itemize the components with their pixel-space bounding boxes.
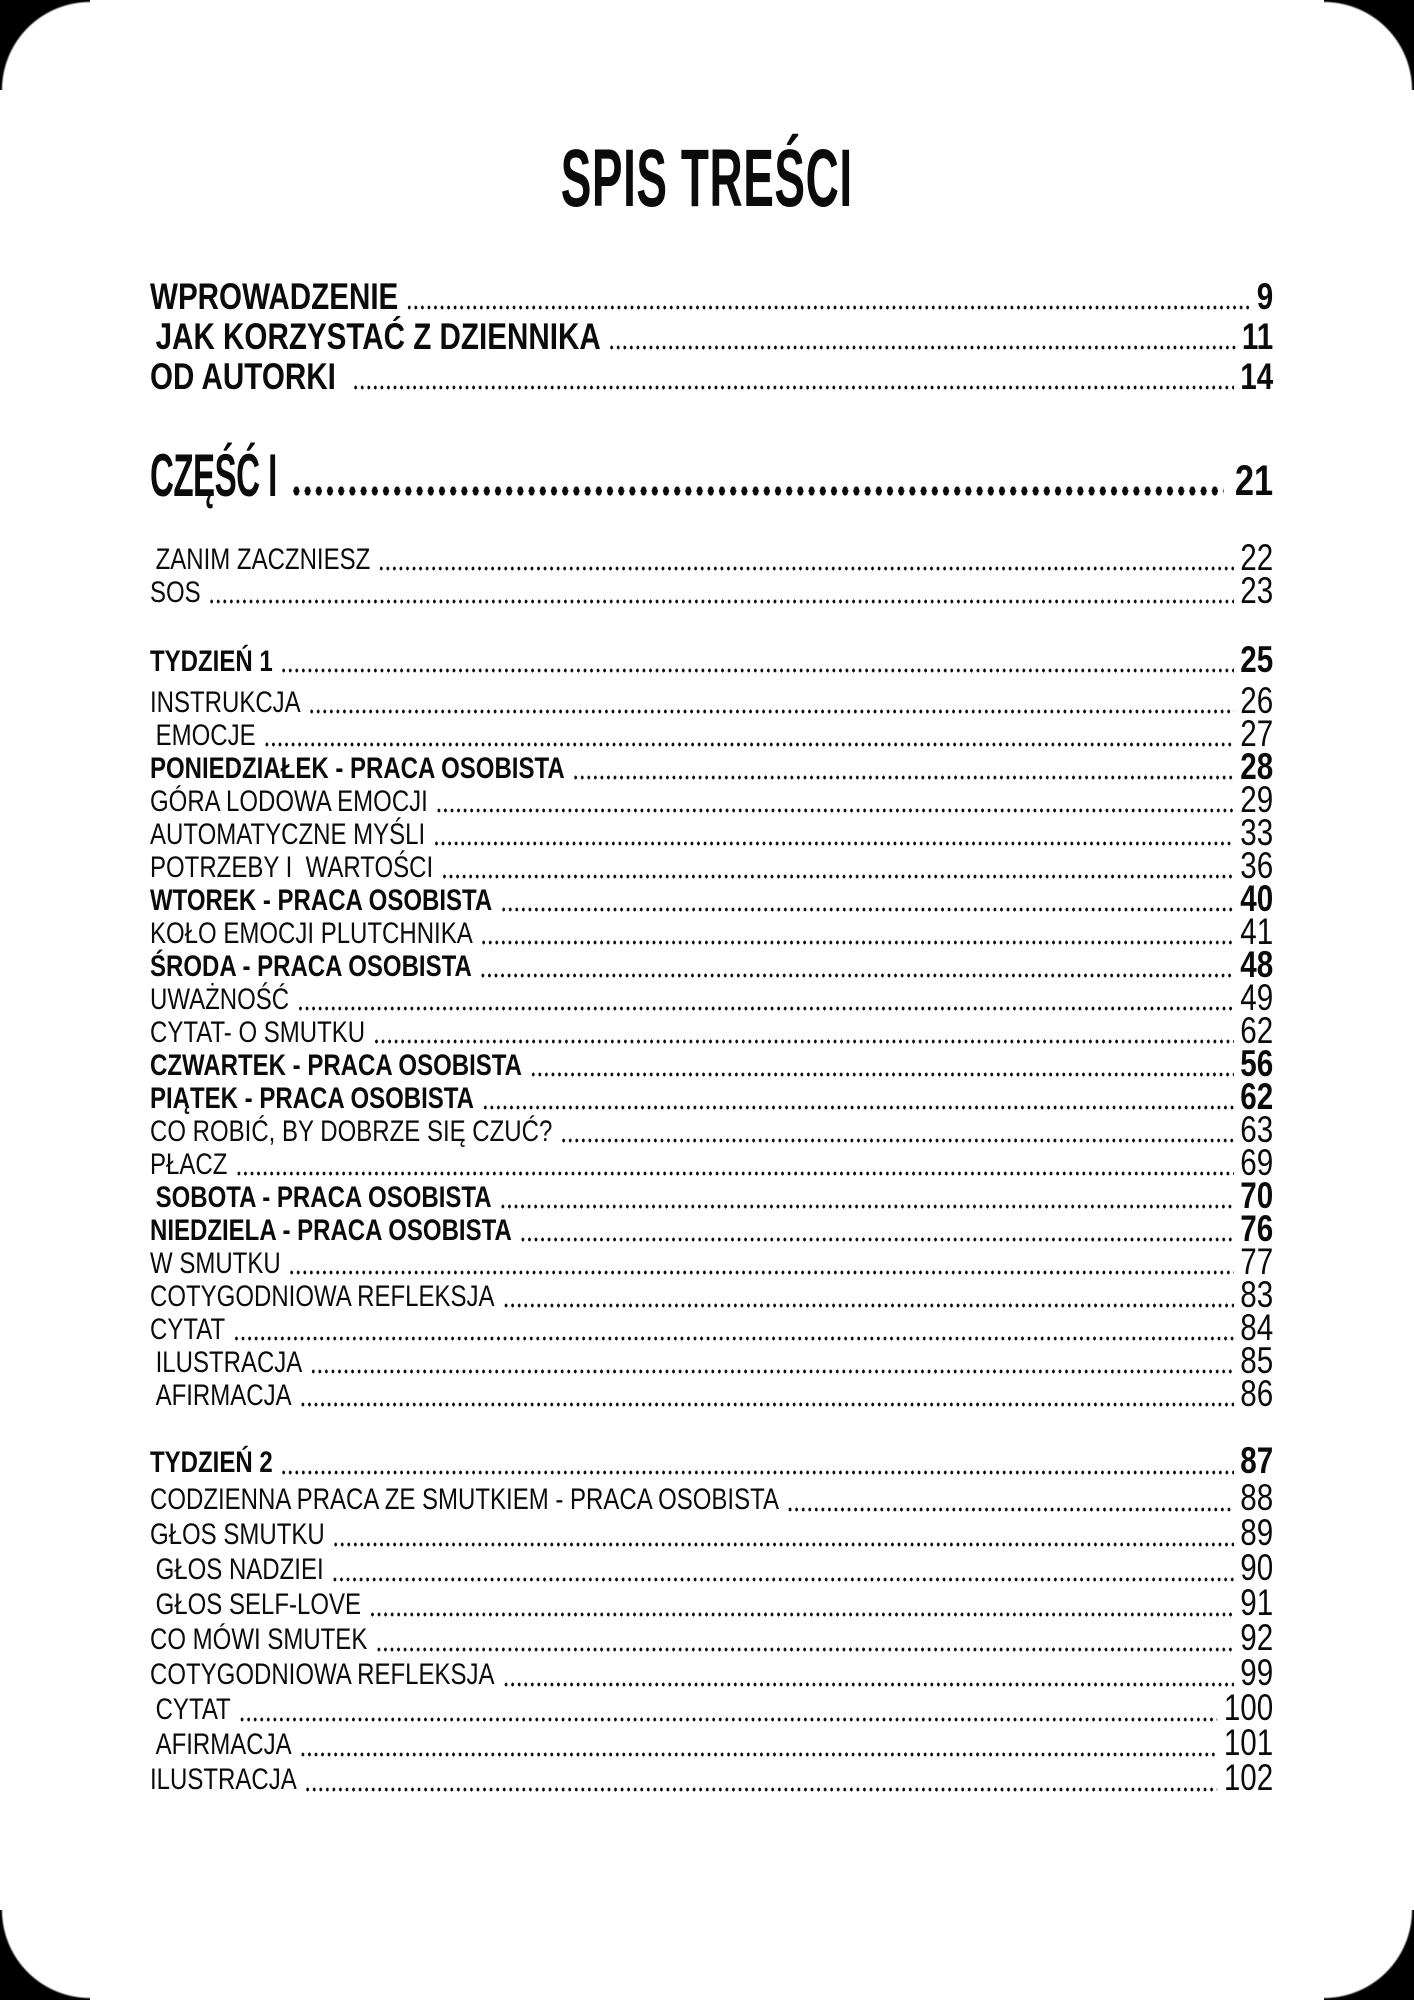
toc-entry-label: AFIRMACJA <box>155 1728 292 1761</box>
toc-entry-label: COTYGODNIOWA REFLEKSJA <box>150 1658 495 1691</box>
toc-entry-page: 90 <box>1240 1547 1274 1588</box>
dot-leader <box>480 973 1234 978</box>
toc-entry-label: UWAŻNOŚĆ <box>150 983 290 1016</box>
toc-row <box>150 878 1274 919</box>
dot-leader <box>441 874 1234 879</box>
toc-entry-page: 83 <box>1240 1274 1274 1315</box>
toc-row <box>150 442 1274 509</box>
toc-entry-label: CYTAT <box>155 1693 231 1726</box>
toc-section-part_1 <box>150 442 1274 509</box>
toc-row <box>150 1241 1274 1282</box>
dot-leader <box>352 385 1234 390</box>
toc-entry-label: ILUSTRACJA <box>150 1763 297 1796</box>
toc-entry-page: 29 <box>1240 779 1274 820</box>
dot-leader <box>333 1542 1234 1547</box>
dot-leader <box>375 1647 1234 1652</box>
toc-entry-page: 11 <box>1241 316 1274 357</box>
toc-entry-label: INSTRUKCJA <box>150 686 301 719</box>
toc-row <box>150 1722 1274 1763</box>
toc-entry-label: CZWARTEK - PRACA OSOBISTA <box>150 1049 522 1082</box>
toc-entry-page: 33 <box>1240 812 1274 853</box>
toc-entry-label: EMOCJE <box>155 719 256 752</box>
toc-entry-page: 86 <box>1240 1373 1274 1414</box>
dot-leader <box>609 345 1236 350</box>
toc-entry-label: OD AUTORKI <box>150 356 345 397</box>
toc-row <box>150 1373 1274 1414</box>
dot-leader <box>436 808 1234 813</box>
toc-row <box>150 317 1273 357</box>
toc-entry-label: CO MÓWI SMUTEK <box>150 1623 368 1656</box>
toc-row <box>150 1175 1274 1216</box>
toc-entry-label: AFIRMACJA <box>155 1379 292 1412</box>
dot-leader <box>406 305 1250 310</box>
toc-entry-label: JAK KORZYSTAĆ Z DZIENNIKA <box>155 316 601 357</box>
toc-entry-page: 25 <box>1240 639 1274 680</box>
toc-entry-label: NIEDZIELA - PRACA OSOBISTA <box>150 1214 512 1247</box>
toc-entry-page: 27 <box>1240 713 1274 754</box>
dot-leader <box>239 1717 1218 1722</box>
dot-leader <box>433 841 1234 846</box>
toc-entry-page: 41 <box>1240 911 1274 952</box>
toc-row <box>150 812 1274 853</box>
toc-entry-page: 22 <box>1240 537 1274 578</box>
toc-entry-label: WPROWADZENIE <box>150 276 399 317</box>
toc-entry-page: 56 <box>1240 1043 1274 1084</box>
dot-leader <box>233 1336 1234 1341</box>
toc-section-part_1_intro <box>150 537 1274 611</box>
toc-row <box>150 1076 1274 1117</box>
toc-entry-page: 40 <box>1240 878 1274 919</box>
toc-row <box>150 1010 1274 1051</box>
dot-leader <box>481 940 1234 945</box>
page-corner-top-right <box>1324 0 1414 90</box>
toc-row <box>150 570 1274 611</box>
toc-entry-label: CYTAT- O SMUTKU <box>150 1016 366 1049</box>
toc-entry-page: 92 <box>1240 1617 1274 1658</box>
toc-row <box>150 911 1274 952</box>
toc-entry-page: 89 <box>1240 1512 1274 1553</box>
toc-row <box>150 1440 1274 1481</box>
dot-leader <box>503 1303 1234 1308</box>
toc-entry-label: AUTOMATYCZNE MYŚLI <box>150 818 426 851</box>
toc-entry-page: 21 <box>1234 457 1274 505</box>
toc-entry-label: GŁOS SMUTKU <box>150 1518 325 1551</box>
dot-leader <box>300 1752 1218 1757</box>
toc-entry-page: 28 <box>1240 746 1274 787</box>
toc-entry-page: 26 <box>1240 680 1274 721</box>
toc-row <box>150 977 1274 1018</box>
dot-leader <box>500 907 1234 912</box>
toc-entry-label: GŁOS NADZIEI <box>155 1553 324 1586</box>
toc-entry-page: 14 <box>1240 356 1274 397</box>
toc-entry-page: 62 <box>1240 1076 1274 1117</box>
toc-section-front_matter <box>150 277 1273 397</box>
toc-row <box>150 1307 1274 1348</box>
toc-entry-label: WTOREK - PRACA OSOBISTA <box>150 884 493 917</box>
toc-entry-page: 99 <box>1240 1652 1274 1693</box>
toc-entry-page: 88 <box>1240 1477 1274 1518</box>
toc-entry-page: 69 <box>1240 1142 1274 1183</box>
dot-leader <box>369 1612 1234 1617</box>
dot-leader <box>560 1138 1234 1143</box>
toc-row <box>150 746 1274 787</box>
toc-row <box>150 357 1273 397</box>
dot-leader <box>305 1787 1218 1792</box>
toc-entry-label: PONIEDZIAŁEK - PRACA OSOBISTA <box>150 752 565 785</box>
toc-entry-label: CO ROBIĆ, BY DOBRZE SIĘ CZUĆ? <box>150 1115 553 1148</box>
toc-entry-label: ILUSTRACJA <box>155 1346 303 1379</box>
toc-entry-page: 77 <box>1240 1241 1274 1282</box>
toc-entry-page: 62 <box>1240 1010 1274 1051</box>
page-title: SPIS TREŚCI <box>561 133 853 224</box>
table-of-contents <box>150 277 1273 1797</box>
toc-row <box>150 680 1274 721</box>
toc-entry-label: SOBOTA - PRACA OSOBISTA <box>155 1181 492 1214</box>
toc-entry-label: SOS <box>150 576 201 609</box>
toc-row <box>150 713 1274 754</box>
dot-leader <box>310 1369 1234 1374</box>
dot-leader <box>209 599 1234 604</box>
toc-entry-label: CODZIENNA PRACA ZE SMUTKIEM - PRACA OSOBISTA <box>150 1483 779 1516</box>
toc-row <box>150 1340 1274 1381</box>
toc-entry-page: 23 <box>1240 570 1274 611</box>
dot-leader <box>300 1402 1234 1407</box>
toc-row <box>150 1512 1274 1553</box>
dot-leader <box>289 1270 1234 1275</box>
dot-leader <box>291 486 1224 496</box>
toc-entry-label: TYDZIEŃ 1 <box>150 645 273 678</box>
toc-row <box>150 1582 1274 1623</box>
toc-entry-page: 100 <box>1223 1687 1274 1728</box>
dot-leader <box>373 1039 1234 1044</box>
toc-entry-label: POTRZEBY I WARTOŚCI <box>150 851 434 884</box>
toc-row <box>150 537 1274 578</box>
toc-entry-label: PIĄTEK - PRACA OSOBISTA <box>150 1082 475 1115</box>
toc-row <box>150 1547 1274 1588</box>
toc-entry-page: 85 <box>1240 1340 1274 1381</box>
dot-leader <box>378 566 1234 571</box>
toc-row <box>150 845 1274 886</box>
toc-entry-page: 49 <box>1240 977 1274 1018</box>
toc-entry-page: 36 <box>1240 845 1274 886</box>
toc-entry-label: ZANIM ZACZNIESZ <box>155 543 371 576</box>
toc-entry-page: 48 <box>1240 944 1274 985</box>
dot-leader <box>573 775 1234 780</box>
toc-entry-label: PŁACZ <box>150 1148 228 1181</box>
toc-row <box>150 1142 1274 1183</box>
toc-section-week_2 <box>150 1440 1274 1798</box>
page-corner-bottom-left <box>0 1910 90 2000</box>
toc-entry-page: 102 <box>1223 1757 1274 1798</box>
dot-leader <box>297 1006 1234 1011</box>
dot-leader <box>500 1204 1234 1209</box>
toc-entry-page: 84 <box>1240 1307 1274 1348</box>
dot-leader <box>787 1507 1234 1512</box>
toc-row <box>150 944 1274 985</box>
toc-row <box>150 639 1274 680</box>
toc-entry-label: COTYGODNIOWA REFLEKSJA <box>150 1280 495 1313</box>
toc-entry-page: 9 <box>1256 276 1274 317</box>
toc-row <box>150 1043 1274 1084</box>
toc-entry-page: 63 <box>1240 1109 1274 1150</box>
toc-section-week_1 <box>150 639 1274 1414</box>
toc-entry-page: 101 <box>1223 1722 1274 1763</box>
dot-leader <box>520 1237 1234 1242</box>
toc-row <box>150 1274 1274 1315</box>
toc-row <box>150 1757 1274 1798</box>
toc-entry-label: CZĘŚĆ I <box>150 442 277 509</box>
dot-leader <box>309 709 1234 714</box>
toc-entry-label: GŁOS SELF-LOVE <box>155 1588 362 1621</box>
page-corner-bottom-right <box>1324 1910 1414 2000</box>
toc-row <box>150 779 1274 820</box>
toc-row <box>150 1477 1274 1518</box>
toc-row <box>150 1109 1274 1150</box>
toc-row <box>150 1208 1274 1249</box>
toc-entry-label: GÓRA LODOWA EMOCJI <box>150 785 428 818</box>
toc-row <box>150 1687 1274 1728</box>
toc-row <box>150 1652 1274 1693</box>
page-header <box>0 133 1414 224</box>
dot-leader <box>264 742 1234 747</box>
dot-leader <box>332 1577 1234 1582</box>
dot-leader <box>281 668 1234 673</box>
toc-entry-label: ŚRODA - PRACA OSOBISTA <box>150 950 472 983</box>
toc-row <box>150 277 1273 317</box>
toc-entry-label: CYTAT <box>150 1313 226 1346</box>
toc-entry-label: TYDZIEŃ 2 <box>150 1446 273 1479</box>
page-corner-top-left <box>0 0 90 90</box>
toc-entry-label: W SMUTKU <box>150 1247 281 1280</box>
toc-entry-page: 87 <box>1240 1440 1274 1481</box>
toc-entry-page: 70 <box>1240 1175 1274 1216</box>
toc-entry-label: KOŁO EMOCJI PLUTCHNIKA <box>150 917 473 950</box>
dot-leader <box>281 1470 1234 1475</box>
dot-leader <box>482 1105 1234 1110</box>
toc-entry-page: 91 <box>1240 1582 1274 1623</box>
dot-leader <box>235 1171 1234 1176</box>
dot-leader <box>503 1682 1234 1687</box>
dot-leader <box>530 1072 1234 1077</box>
toc-entry-page: 76 <box>1240 1208 1274 1249</box>
toc-row <box>150 1617 1274 1658</box>
